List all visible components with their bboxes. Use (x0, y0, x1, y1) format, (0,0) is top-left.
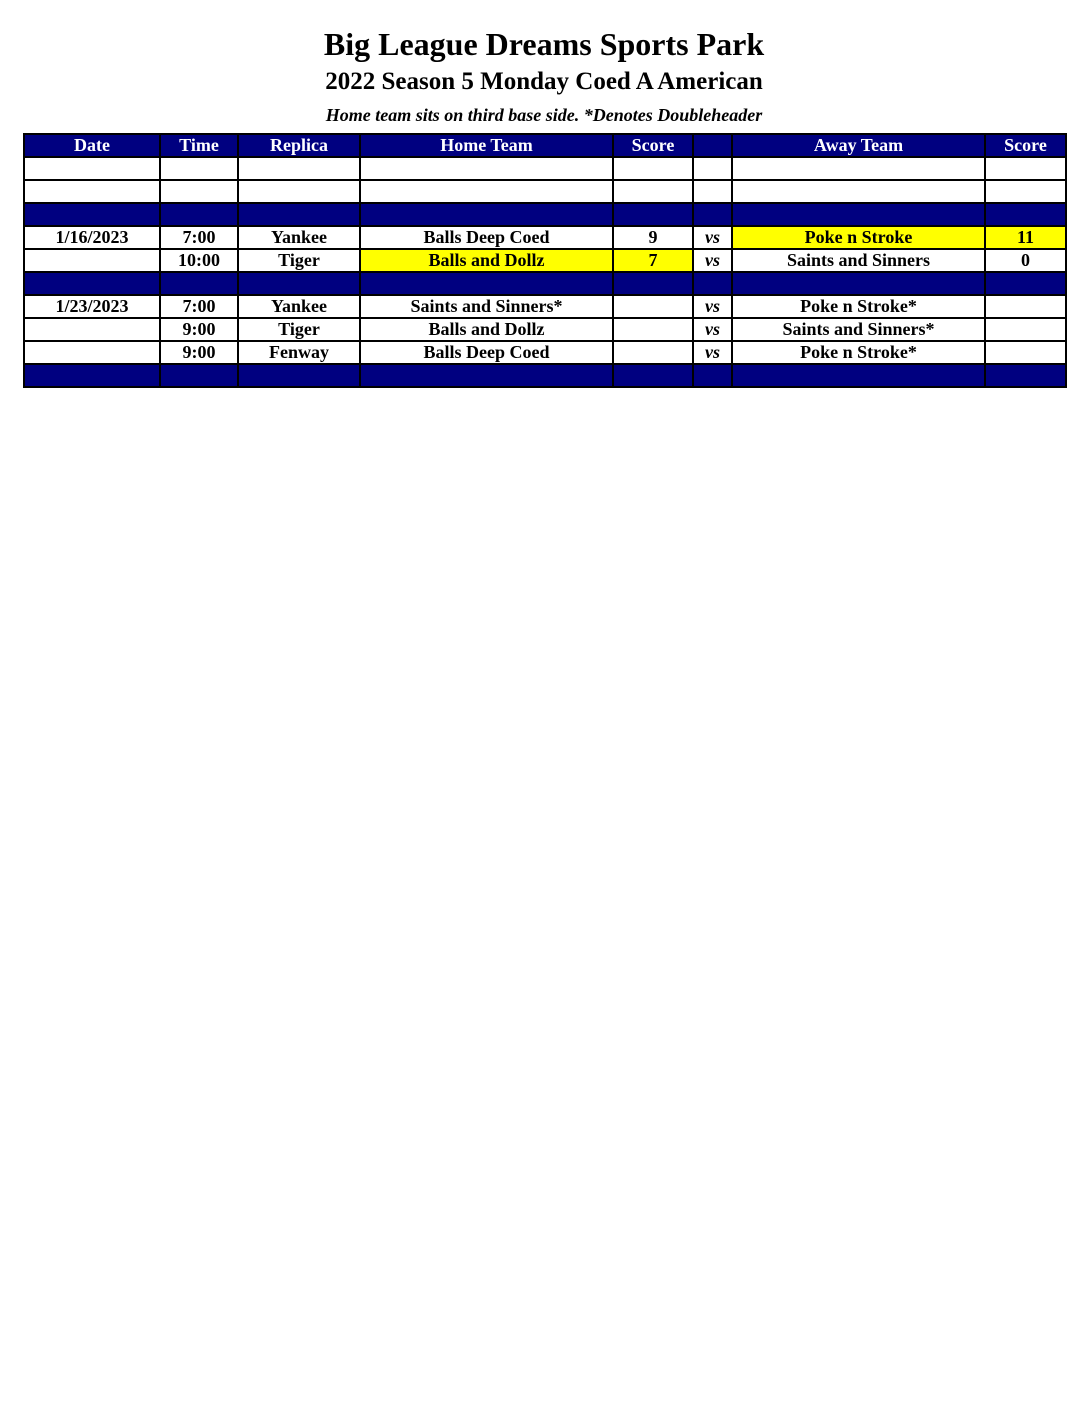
vs-cell: vs (693, 318, 732, 341)
game-row (24, 318, 1066, 341)
home-team-cell (360, 180, 613, 203)
week-separator-row (24, 364, 1066, 387)
away-score-cell: 0 (985, 249, 1066, 272)
vs-cell (693, 364, 732, 387)
page-subtitle: 2022 Season 5 Monday Coed A American (325, 68, 763, 95)
replica-cell: Yankee (238, 295, 360, 318)
away-team-cell: Poke n Stroke* (732, 341, 985, 364)
away-score-cell (985, 364, 1066, 387)
time-cell (160, 203, 238, 226)
table-header-row (24, 134, 1066, 157)
date-cell: 1/23/2023 (24, 295, 160, 318)
away-score-cell (985, 157, 1066, 180)
away-team-cell: Saints and Sinners (732, 249, 985, 272)
home-team-cell (360, 364, 613, 387)
home-score-cell (613, 341, 693, 364)
home-score-cell: 9 (613, 226, 693, 249)
vs-cell (693, 203, 732, 226)
away-team-cell (732, 203, 985, 226)
vs-cell: vs (693, 341, 732, 364)
week-separator-row (24, 203, 1066, 226)
replica-cell (238, 272, 360, 295)
time-cell: 9:00 (160, 341, 238, 364)
replica-cell: Tiger (238, 318, 360, 341)
home-team-cell: Balls Deep Coed (360, 341, 613, 364)
game-row (24, 249, 1066, 272)
time-cell: 9:00 (160, 318, 238, 341)
col-header-replica: Replica (238, 134, 360, 157)
time-cell (160, 180, 238, 203)
home-score-cell (613, 180, 693, 203)
vs-cell (693, 157, 732, 180)
game-row (24, 295, 1066, 318)
away-score-cell (985, 341, 1066, 364)
time-cell: 7:00 (160, 295, 238, 318)
replica-cell (238, 203, 360, 226)
date-cell: 1/16/2023 (24, 226, 160, 249)
game-row (24, 341, 1066, 364)
home-team-cell: Balls and Dollz (360, 249, 613, 272)
date-cell (24, 180, 160, 203)
col-header-time: Time (160, 134, 238, 157)
replica-cell: Fenway (238, 341, 360, 364)
home-team-cell: Balls and Dollz (360, 318, 613, 341)
empty-row (24, 157, 1066, 180)
away-score-cell (985, 295, 1066, 318)
home-score-cell (613, 364, 693, 387)
away-team-cell (732, 157, 985, 180)
away-team-cell (732, 272, 985, 295)
game-row (24, 226, 1066, 249)
date-cell (24, 203, 160, 226)
away-team-cell (732, 180, 985, 203)
home-score-cell (613, 203, 693, 226)
home-score-cell (613, 157, 693, 180)
vs-cell: vs (693, 226, 732, 249)
schedule-table (23, 133, 1067, 388)
away-team-cell: Saints and Sinners* (732, 318, 985, 341)
away-score-cell: 11 (985, 226, 1066, 249)
col-header-date: Date (24, 134, 160, 157)
time-cell (160, 157, 238, 180)
col-header-away-score: Score (985, 134, 1066, 157)
home-score-cell (613, 295, 693, 318)
doubleheader-note: Home team sits on third base side. *Denotes Doubleheader (325, 105, 763, 125)
col-header-home-team: Home Team (360, 134, 613, 157)
away-score-cell (985, 203, 1066, 226)
col-header-home-score: Score (613, 134, 693, 157)
date-cell (24, 157, 160, 180)
time-cell (160, 364, 238, 387)
away-team-cell: Poke n Stroke (732, 226, 985, 249)
time-cell: 10:00 (160, 249, 238, 272)
date-cell (24, 318, 160, 341)
vs-cell (693, 180, 732, 203)
home-team-cell (360, 272, 613, 295)
date-cell (24, 272, 160, 295)
home-team-cell: Balls Deep Coed (360, 226, 613, 249)
home-score-cell: 7 (613, 249, 693, 272)
home-score-cell (613, 272, 693, 295)
col-header-away-team: Away Team (732, 134, 985, 157)
away-score-cell (985, 318, 1066, 341)
page-title: Big League Dreams Sports Park (323, 26, 765, 62)
home-score-cell (613, 318, 693, 341)
week-separator-row (24, 272, 1066, 295)
date-cell (24, 364, 160, 387)
time-cell: 7:00 (160, 226, 238, 249)
replica-cell: Tiger (238, 249, 360, 272)
col-header-vs (693, 134, 732, 157)
vs-cell: vs (693, 249, 732, 272)
away-score-cell (985, 272, 1066, 295)
date-cell (24, 341, 160, 364)
empty-row (24, 180, 1066, 203)
replica-cell (238, 364, 360, 387)
home-team-cell (360, 157, 613, 180)
home-team-cell: Saints and Sinners* (360, 295, 613, 318)
away-team-cell: Poke n Stroke* (732, 295, 985, 318)
vs-cell: vs (693, 295, 732, 318)
replica-cell (238, 157, 360, 180)
away-team-cell (732, 364, 985, 387)
schedule-body (24, 157, 1066, 387)
home-team-cell (360, 203, 613, 226)
away-score-cell (985, 180, 1066, 203)
date-cell (24, 249, 160, 272)
replica-cell: Yankee (238, 226, 360, 249)
vs-cell (693, 272, 732, 295)
time-cell (160, 272, 238, 295)
replica-cell (238, 180, 360, 203)
